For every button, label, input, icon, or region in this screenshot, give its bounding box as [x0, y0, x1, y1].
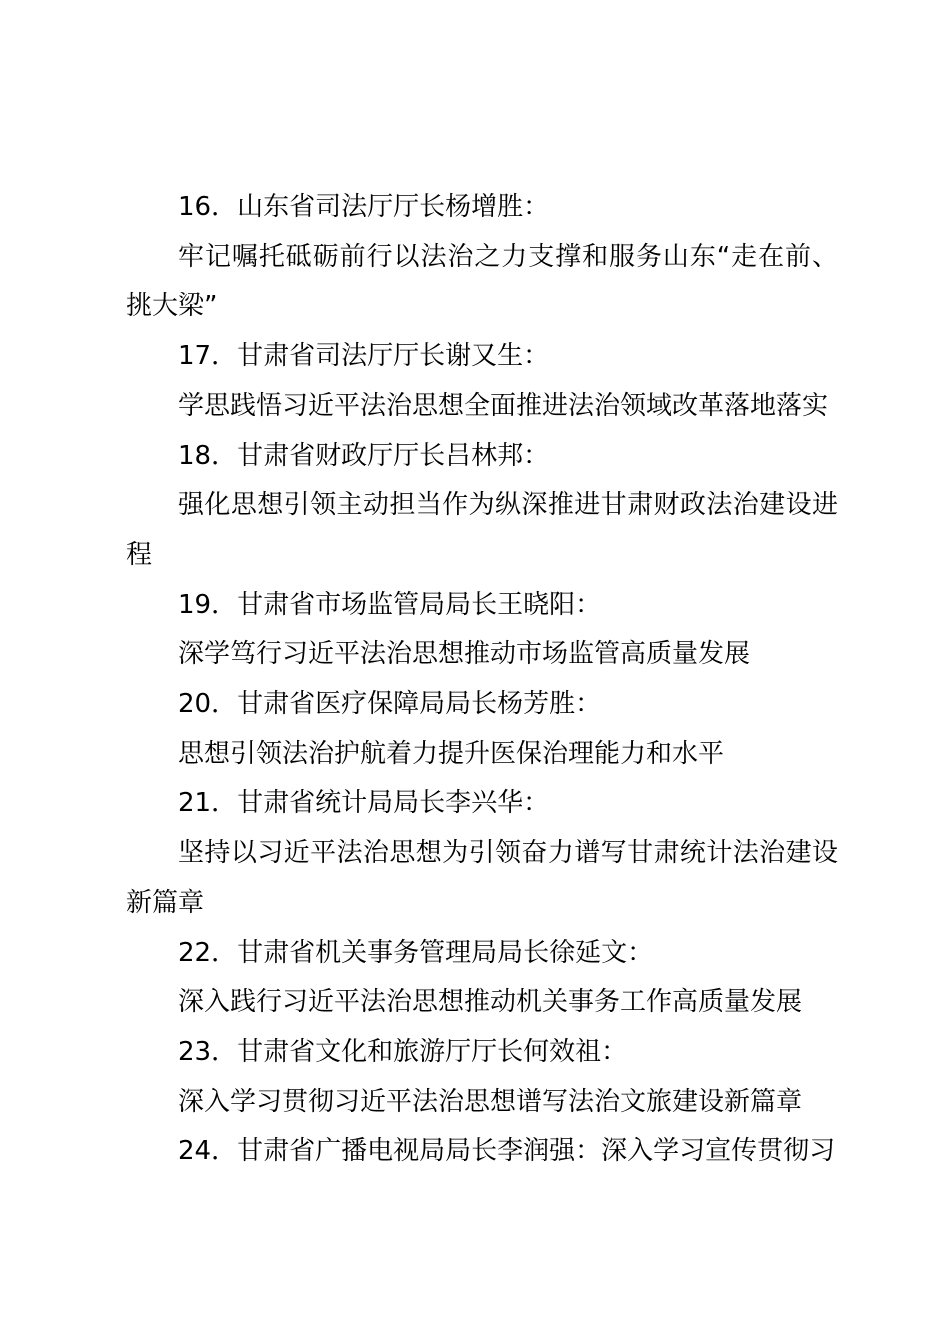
entry-17-heading: 17．甘肃省司法厅厅长谢又生：	[178, 341, 550, 372]
entry-17-title: 学思践悟习近平法治思想全面推进法治领域改革落地落实	[178, 390, 829, 421]
entry-16-title: 牢记嘱托砥砺前行以法治之力支撑和服务山东“走在前、挑大梁”	[126, 241, 838, 322]
document-body	[126, 183, 838, 1177]
entry-20-heading: 20．甘肃省医疗保障局局长杨芳胜：	[178, 689, 602, 720]
entry-23-title: 深入学习贯彻习近平法治思想谱写法治文旅建设新篇章	[178, 1086, 803, 1117]
entry-19-title: 深学笃行习近平法治思想推动市场监管高质量发展	[178, 639, 751, 670]
entry-22-heading: 22．甘肃省机关事务管理局局长徐延文：	[178, 937, 654, 968]
entry-24-line: 24．甘肃省广播电视局局长李润强：深入学习宣传贯彻习	[178, 1136, 836, 1167]
entry-20-title: 思想引领法治护航着力提升医保治理能力和水平	[178, 738, 725, 769]
entry-21-heading: 21．甘肃省统计局局长李兴华：	[178, 788, 550, 819]
entry-19-heading: 19．甘肃省市场监管局局长王晓阳：	[178, 589, 602, 620]
entry-16-heading: 16．山东省司法厅厅长杨增胜：	[178, 192, 550, 222]
entry-18-title: 强化思想引领主动担当作为纵深推进甘肃财政法治建设进程	[126, 490, 838, 570]
entry-18-heading: 18．甘肃省财政厅厅长吕林邦：	[178, 440, 550, 471]
entry-23-heading: 23．甘肃省文化和旅游厅厅长何效祖：	[178, 1036, 628, 1067]
entry-21-title: 坚持以习近平法治思想为引领奋力谱写甘肃统计法治建设新篇章	[126, 838, 838, 918]
entry-22-title: 深入践行习近平法治思想推动机关事务工作高质量发展	[178, 987, 803, 1018]
